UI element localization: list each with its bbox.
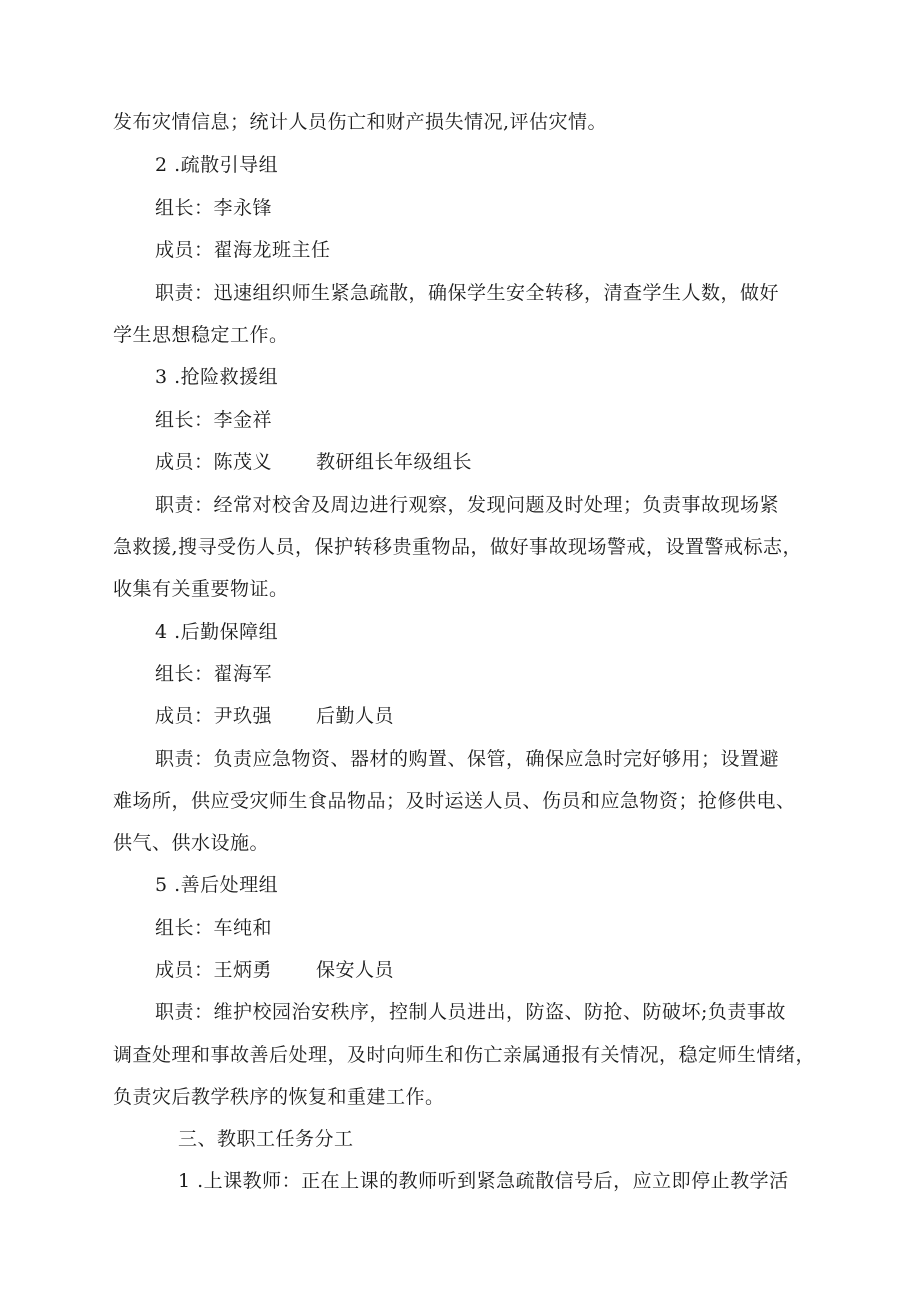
text-line: 组长：翟海军 — [155, 663, 273, 685]
text-line: 职责：负责应急物资、器材的购置、保管，确保应急时完好够用；设置避 — [155, 748, 780, 770]
members-role: 后勤人员 — [316, 705, 395, 727]
members-label: 成员：陈茂义 — [155, 451, 273, 473]
text-line: 职责：经常对校舍及周边进行观察，发现问题及时处理；负责事故现场紧 — [155, 494, 780, 516]
text-line: 收集有关重要物证。 — [113, 578, 289, 600]
text-line: 难场所，供应受灾师生食品物品；及时运送人员、伤员和应急物资；抢修供电、 — [113, 790, 796, 812]
text-line: 学生思想稳定工作。 — [113, 324, 289, 346]
text-line: 组长：李永锋 — [155, 197, 273, 219]
section-heading: 4 .后勤保障组 — [155, 621, 279, 643]
text-line — [155, 957, 855, 983]
text-line: 职责：维护校园治安秩序，控制人员进出，防盗、防抢、防破坏;负责事故 — [155, 1001, 786, 1023]
text-line: 组长：车纯和 — [155, 917, 273, 939]
section-heading: 2 .疏散引导组 — [155, 154, 279, 176]
members-label: 成员：王炳勇 — [155, 959, 273, 981]
members-label: 成员：尹玖强 — [155, 705, 273, 727]
text-line: 组长：李金祥 — [155, 409, 273, 431]
text-line — [155, 449, 855, 475]
members-role: 保安人员 — [316, 959, 395, 981]
members-role: 教研组长年级组长 — [316, 451, 473, 473]
text-line: 1 .上课教师：正在上课的教师听到紧急疏散信号后，应立即停止教学活 — [178, 1170, 789, 1192]
chapter-heading: 三、教职工任务分工 — [178, 1128, 354, 1150]
text-line: 负责灾后教学秩序的恢复和重建工作。 — [113, 1086, 445, 1108]
section-heading: 5 .善后处理组 — [155, 874, 279, 896]
text-line: 调查处理和事故善后处理，及时向师生和伤亡亲属通报有关情况，稳定师生情绪， — [113, 1044, 816, 1066]
text-line: 发布灾情信息；统计人员伤亡和财产损失情况,评估灾情。 — [113, 111, 608, 133]
text-line — [155, 703, 855, 729]
text-line: 急救援,搜寻受伤人员，保护转移贵重物品，做好事故现场警戒，设置警戒标志， — [113, 536, 803, 558]
text-line: 职责：迅速组织师生紧急疏散，确保学生安全转移，清查学生人数，做好 — [155, 282, 780, 304]
text-line: 供气、供水设施。 — [113, 832, 270, 854]
text-line: 成员：翟海龙班主任 — [155, 239, 331, 261]
section-heading: 3 .抢险救援组 — [155, 366, 279, 388]
